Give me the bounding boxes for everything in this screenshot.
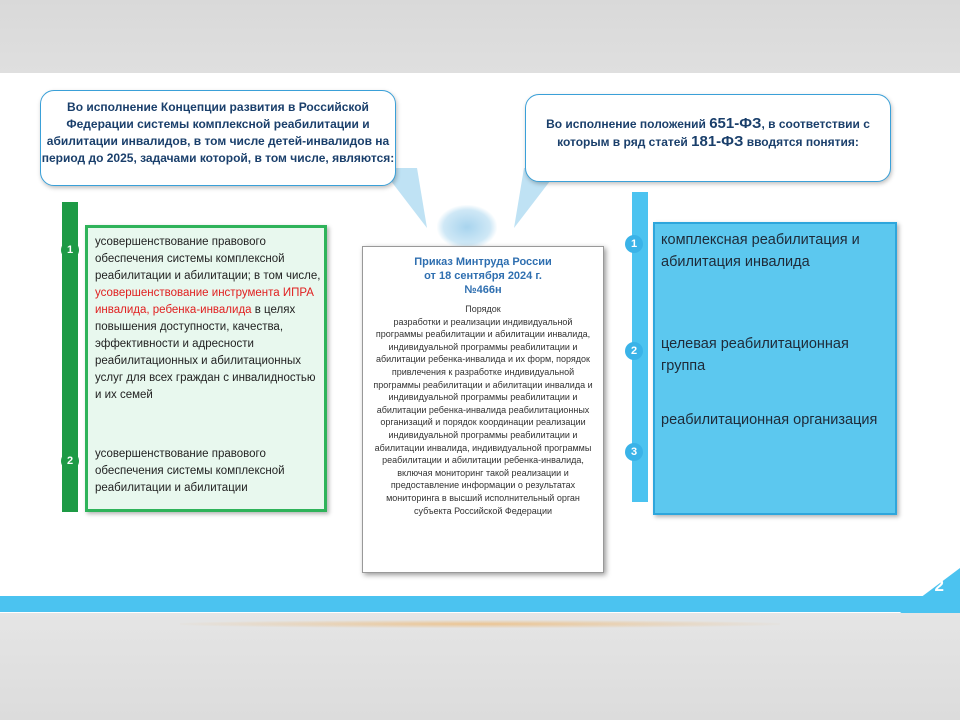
left-item-1-number: 1 <box>61 241 79 259</box>
law-181: 181-ФЗ <box>691 133 744 150</box>
left-item-2-number: 2 <box>61 452 79 470</box>
task-item-1 <box>95 234 323 404</box>
slide <box>0 73 960 613</box>
concept-item-1: комплексная реабилитация и абилитация инвалида <box>661 232 860 270</box>
slide-shadow <box>180 620 780 628</box>
law-callout <box>525 94 891 182</box>
task-item-1-text-end: в целях повышения доступности, качества, эффективности и адресности реабилитационных и абилитационных услуг для всех граждан с инвалидностью и их семей <box>95 304 316 401</box>
task-item-2-text: усовершенствование правового обеспечения системы комплексной реабилитации и абилитации <box>95 448 285 494</box>
right-item-2-number: 2 <box>625 342 643 360</box>
concept-callout-text: Во исполнение Концепции развития в Российской Федерации системы комплексной реабилитации и абилитации инвалидов, в том числе детей-инвалидов на период до 2025, задачами которой, в том числе, являются: <box>41 100 395 165</box>
bottom-stripe <box>0 596 960 612</box>
concept-callout <box>40 90 396 186</box>
law-callout-post: вводятся понятия: <box>743 135 859 149</box>
connector-glow <box>437 205 497 249</box>
tasks-panel <box>85 225 327 512</box>
concepts-panel <box>653 222 897 515</box>
concept-item-2: целевая реабилитационная группа <box>661 336 849 374</box>
order-document <box>362 246 604 573</box>
right-item-3-number: 3 <box>625 443 643 461</box>
right-item-1-number: 1 <box>625 235 643 253</box>
law-651: 651-ФЗ <box>709 115 762 132</box>
task-item-1-text: усовершенствование правового обеспечения системы комплексной реабилитации и абилитации; в том числе, <box>95 236 321 282</box>
law-callout-mid: , в соответствии с которым в ряд статей <box>557 117 870 149</box>
document-title: Приказ Минтруда России от 18 сентября 2024 г. №466н <box>414 256 552 296</box>
document-body: Порядок разработки и реализации индивидуальной программы реабилитации и абилитации инвалида, индивидуальной программы реабилитации и абилитации ребенка-инвалида и их форм, порядок привлечения к разработке индивидуальной программы реабилитации и абилитации инвалида и индивидуальной программы реабилитации и абилитации ребенка-инвалида реабилитационных организаций и порядок координации реализации индивидуальной программы реабилитации и абилитации инвалида, индивидуальной программы реабилитации и абилитации ребенка-инвалида, включая мониторинг такой реализации и предоставление информации о результатах мониторинга в высший исполнительный орган субъекта Российской Федерации <box>373 304 593 516</box>
law-callout-pre: Во исполнение положений <box>546 117 710 131</box>
page-number: 2 <box>934 576 944 595</box>
concept-item-3: реабилитационная организация <box>661 412 878 428</box>
task-item-2 <box>95 446 323 497</box>
task-item-1-highlight: усовершенствование инструмента ИПРА инвалида, ребенка-инвалида <box>95 287 314 316</box>
